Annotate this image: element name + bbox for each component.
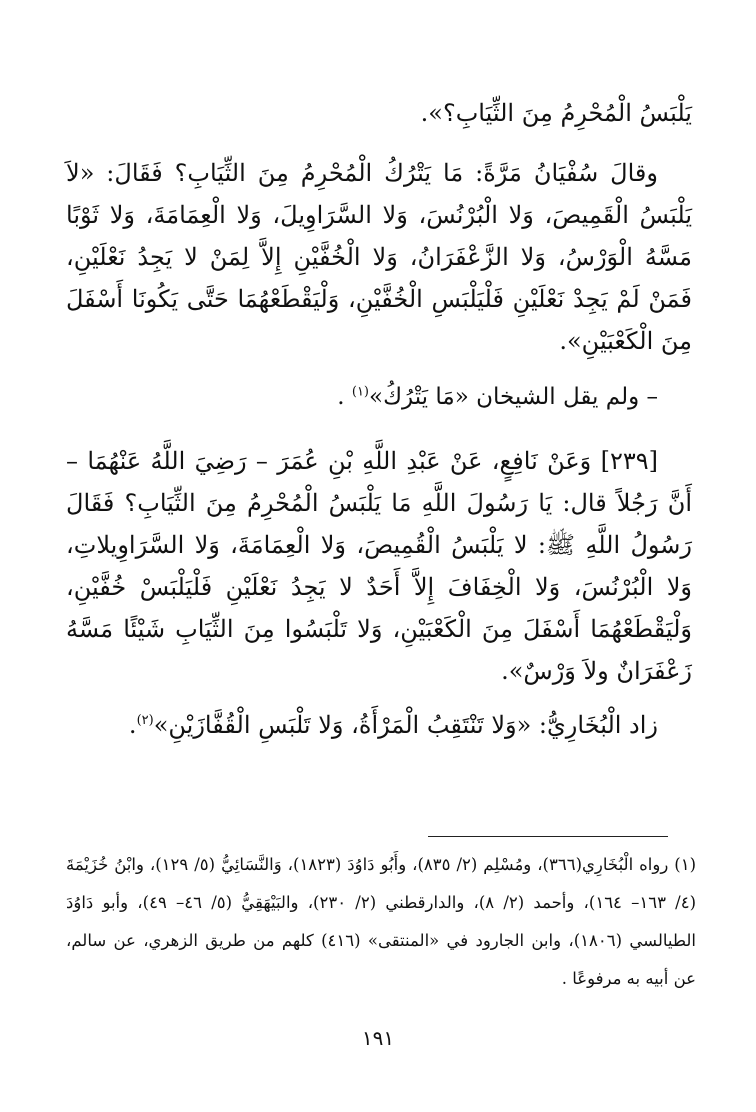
shaykhan-note <box>66 376 692 418</box>
bukhari-addition-text: زاد الْبُخَارِيُّ: «وَلا تَنْتَقِبُ الْمَرْأَةُ، وَلا تَلْبَسِ الْقُفَّازَيْنِ» <box>153 711 658 739</box>
hadith-239: [٢٣٩] وَعَنْ نَافِعٍ، عَنْ عَبْدِ اللَّهِ بْنِ عُمَرَ – رَضِيَ اللَّهُ عَنْهُمَا – أَنَّ رَجُلاً قال: يَا رَسُولَ اللَّهِ مَا يَلْبَسُ الْمُحْرِمُ مِنَ الثِّيَابِ؟ فَقَالَ رَسُولُ اللَّهِ ﷺ: لا يَلْبَسُ الْقُمِيصَ، وَلا الْعِمَامَةَ، وَلا السَّرَاوِيلاتِ، وَلا الْبُرْنُسَ، وَلا الْخِفَافَ إِلاَّ أَحَدٌ لا يَجِدُ نَعْلَيْنِ فَلْيَلْبَسْ خُفَّيْنِ، وَلْيَقْطَعْهُمَا أَسْفَلَ مِنَ الْكَعْبَيْنِ، وَلا تَلْبَسُوا مِنَ الثِّيَابِ شَيْئًا مَسَّهُ زَعْفَرَانٌ ولاَ وَرْسٌ». <box>66 447 692 685</box>
footnote-ref-2: (٢) <box>136 713 154 728</box>
main-text <box>66 92 692 746</box>
bukhari-addition-end: . <box>128 711 137 739</box>
footnotes <box>66 846 696 998</box>
footnote-ref-1: (١) <box>351 384 369 400</box>
shaykhan-note-end: . <box>337 384 345 410</box>
footnote-separator <box>428 836 668 837</box>
shaykhan-note-text: – ولم يقل الشيخان «مَا يَتْرُكُ» <box>369 384 658 410</box>
continuation-line: يَلْبَسُ الْمُحْرِمُ مِنَ الثِّيَابِ؟». <box>420 99 692 127</box>
footnote-1: (١) رواه الْبُخَارِي(٣٦٦)، ومُسْلِم (٢/ ٨٣٥)، وأَبُو دَاوُدَ (١٨٢٣)، وَالنَّسَائِيُّ (٥/ ١٢٩)، وابْنُ خُزَيْمَةَ (٤/ ١٦٣– ١٦٤)، وأحمد (٢/ ٨)، والدارقطني (٢/ ٢٣٠)، والبَيْهَقِيُّ (٥/ ٤٦– ٤٩)، وأبو دَاوُدَ الطيالسي (١٨٠٦)، وابن الجارود في «المنتقى» (٤١٦) كلهم من طريق الزهري، عن سالم، عن أبيه به مرفوعًا . <box>66 855 697 988</box>
sufyan-paragraph: وقالَ سُفْيَانُ مَرَّةً: مَا يَتْرُكُ الْمُحْرِمُ مِنَ الثِّيَابِ؟ فَقَالَ: «لاَ يَلْبَسُ الْقَمِيصَ، وَلا الْبُرْنُسَ، وَلا السَّرَاوِيلَ، وَلا الْعِمَامَةَ، وَلا ثَوْبًا مَسَّهُ الْوَرْسُ، وَلا الزَّعْفَرَانُ، وَلا الْخُفَّيْنِ إِلاَّ لِمَنْ لا يَجِدُ نَعْلَيْنِ، فَمَنْ لَمْ يَجِدْ نَعْلَيْنِ فَلْيَلْبَسِ الْخُفَّيْنِ، وَلْيَقْطَعْهُمَا حَتَّى يَكُونَا أَسْفَلَ مِنَ الْكَعْبَيْنِ». <box>66 159 692 355</box>
page-number: ١٩١ <box>361 1026 395 1050</box>
bukhari-addition <box>66 704 692 746</box>
